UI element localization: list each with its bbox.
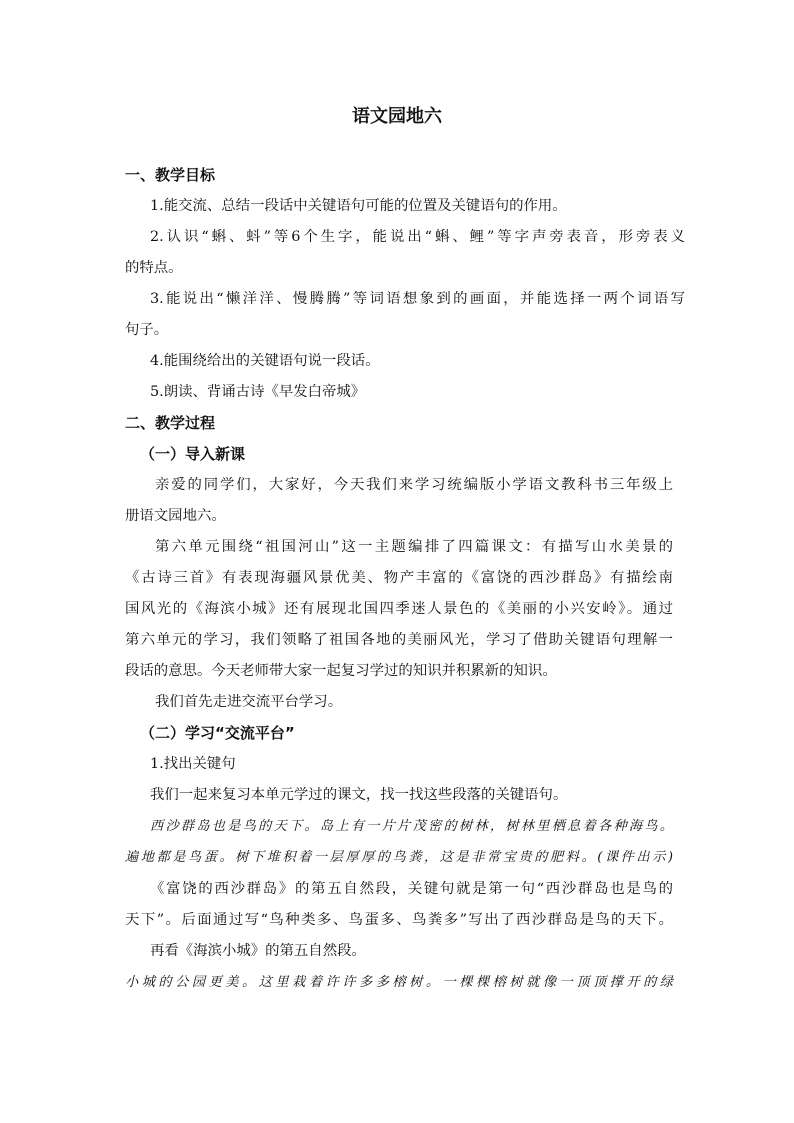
paragraph-line: 第六单元围绕“祖国河山”这一主题编排了四篇课文：有描写山水美景的 bbox=[155, 539, 673, 555]
paragraph-line: 亲爱的同学们，大家好，今天我们来学习统编版小学语文教科书三年级上 bbox=[155, 477, 673, 493]
paragraph-line: 《富饶的西沙群岛》的第五自然段，关键句就是第一句“西沙群岛也是鸟的 bbox=[150, 881, 673, 897]
objective-line: 2.认识“蝌、蚪”等6个生字，能说出“蝌、鲤”等字声旁表音，形旁表义 bbox=[150, 229, 685, 245]
paragraph-line: 我们首先走进交流平台学习。 bbox=[155, 694, 343, 710]
objective-line: 句子。 bbox=[125, 322, 169, 338]
paragraph-line: 第六单元的学习，我们领略了祖国各地的美丽风光，学习了借助关键语句理解一 bbox=[125, 632, 673, 648]
step-heading: 1.找出关键句 bbox=[150, 756, 236, 772]
paragraph-line: 《古诗三首》有表现海疆风景优美、物产丰富的《富饶的西沙群岛》有描绘南 bbox=[125, 570, 673, 586]
paragraph-line: 册语文园地六。 bbox=[125, 508, 226, 524]
quoted-text-line: 遍地都是鸟蛋。树下堆积着一层厚厚的鸟粪，这是非常宝贵的肥料。(课件出示) bbox=[125, 850, 673, 865]
paragraph-line: 国风光的《海滨小城》还有展现北国四季迷人景色的《美丽的小兴安岭》。通过 bbox=[125, 601, 673, 617]
section-heading-objectives: 一、教学目标 bbox=[125, 166, 216, 184]
objective-line: 3.能说出“懒洋洋、慢腾腾”等词语想象到的画面，并能选择一两个词语写 bbox=[150, 291, 685, 307]
objective-line: 1.能交流、总结一段话中关键语句可能的位置及关键语句的作用。 bbox=[150, 198, 567, 214]
paragraph-line: 天下”。后面通过写“鸟种类多、鸟蛋多、鸟粪多”写出了西沙群岛是鸟的天下。 bbox=[125, 912, 673, 928]
quoted-text-line: 小城的公园更美。这里栽着许许多多榕树。一棵棵榕树就像一顶顶撑开的绿 bbox=[125, 975, 673, 990]
objective-line: 的特点。 bbox=[125, 260, 183, 276]
subsection-heading: （二）学习“交流平台” bbox=[140, 724, 295, 742]
paragraph-line: 我们一起来复习本单元学过的课文，找一找这些段落的关键语句。 bbox=[150, 787, 568, 803]
quoted-text-line: 西沙群岛也是鸟的天下。岛上有一片片茂密的树林，树林里栖息着各种海鸟。 bbox=[150, 819, 673, 834]
paragraph-line: 段话的意思。今天老师带大家一起复习学过的知识并积累新的知识。 bbox=[125, 663, 557, 679]
subsection-heading: （一）导入新课 bbox=[140, 445, 246, 463]
objective-line: 4.能围绕给出的关键语句说一段话。 bbox=[150, 353, 380, 369]
paragraph-line: 再看《海滨小城》的第五自然段。 bbox=[150, 943, 366, 959]
section-heading-process: 二、教学过程 bbox=[125, 414, 216, 432]
objective-line: 5.朗读、背诵古诗《早发白帝城》 bbox=[150, 384, 366, 400]
document-title: 语文园地六 bbox=[352, 106, 442, 127]
